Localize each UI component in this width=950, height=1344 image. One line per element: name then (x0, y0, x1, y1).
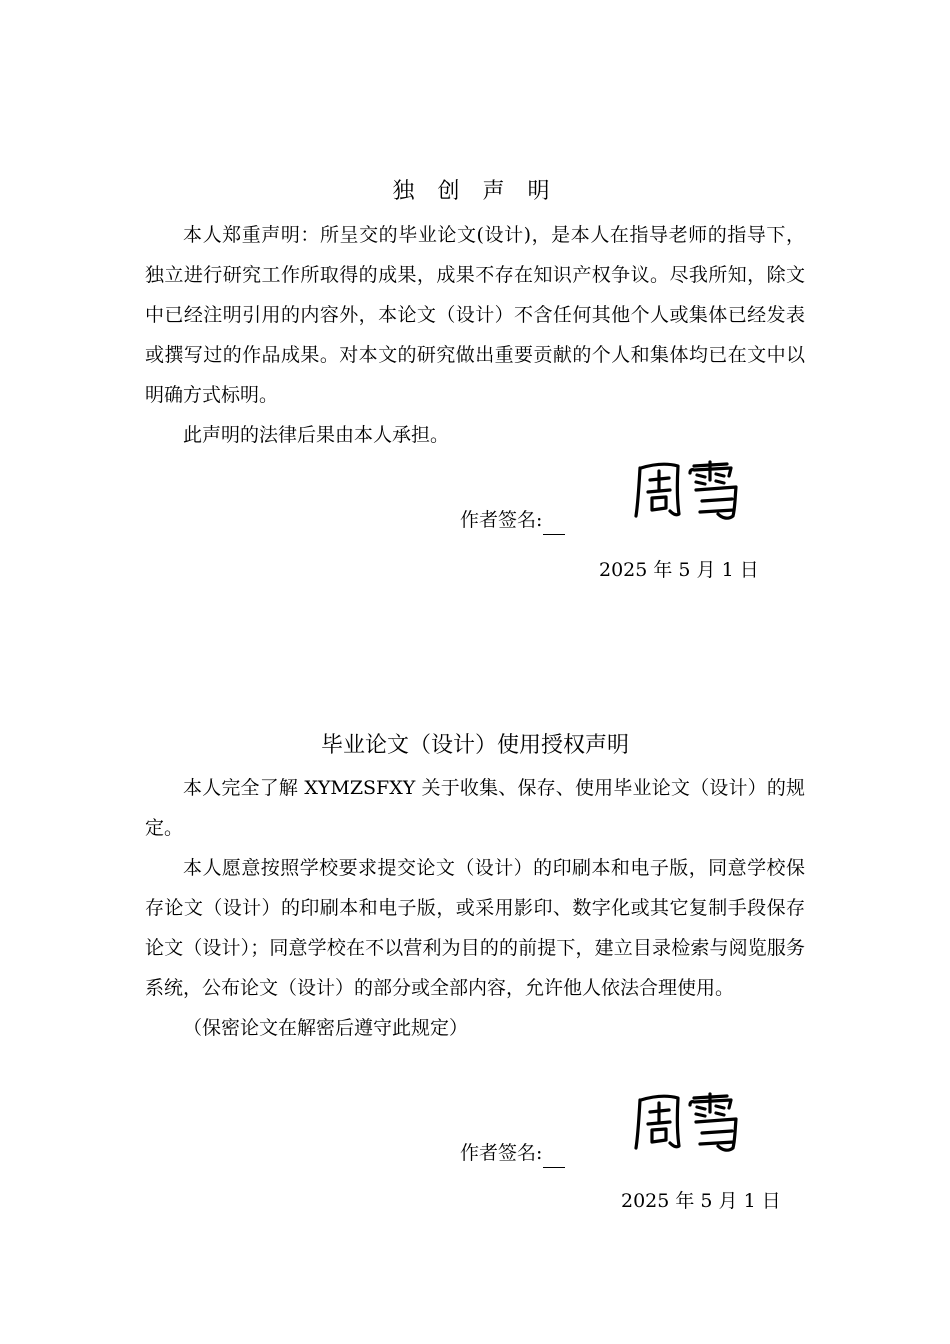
signature-label: 作者签名: (460, 1142, 543, 1164)
authorization-signature-line (460, 1138, 565, 1168)
handwritten-signature (632, 1090, 752, 1160)
authorization-paragraph: 本人愿意按照学校要求提交论文（设计）的印刷本和电子版，同意学校保存论文（设计）的印刷本和电子版，或采用影印、数字化或其它复制手段保存论文（设计）；同意学校在不以营利为目的的前提下，建立目录检索与阅览服务系统，公布论文（设计）的部分或全部内容，允许他人依法合理使用。 (145, 857, 805, 999)
originality-signature-line (460, 505, 565, 535)
originality-date: 2025 年 5 月 1 日 (599, 559, 759, 581)
authorization-date: 2025 年 5 月 1 日 (621, 1190, 781, 1212)
signature-label: 作者签名: (460, 509, 543, 531)
handwritten-signature (632, 458, 752, 528)
authorization-body (145, 768, 805, 1048)
originality-paragraph: 此声明的法律后果由本人承担。 (183, 424, 450, 446)
authorization-paragraph: 本人完全了解 XYMZSFXY 关于收集、保存、使用毕业论文（设计）的规定。 (145, 777, 805, 839)
signature-blank (543, 1147, 565, 1168)
originality-title: 独 创 声 明 (392, 179, 558, 204)
originality-paragraph: 本人郑重声明：所呈交的毕业论文(设计)，是本人在指导老师的指导下，独立进行研究工作所取得的成果，成果不存在知识产权争议。尽我所知，除文中已经注明引用的内容外，本论文（设计）不含任何其他个人或集体已经发表或撰写过的作品成果。对本文的研究做出重要贡献的个人和集体均已在文中以明确方式标明。 (145, 224, 805, 406)
originality-body (145, 215, 805, 455)
authorization-title: 毕业论文（设计）使用授权声明 (320, 733, 629, 758)
authorization-paragraph: （保密论文在解密后遵守此规定） (183, 1017, 469, 1039)
signature-blank (543, 514, 565, 535)
